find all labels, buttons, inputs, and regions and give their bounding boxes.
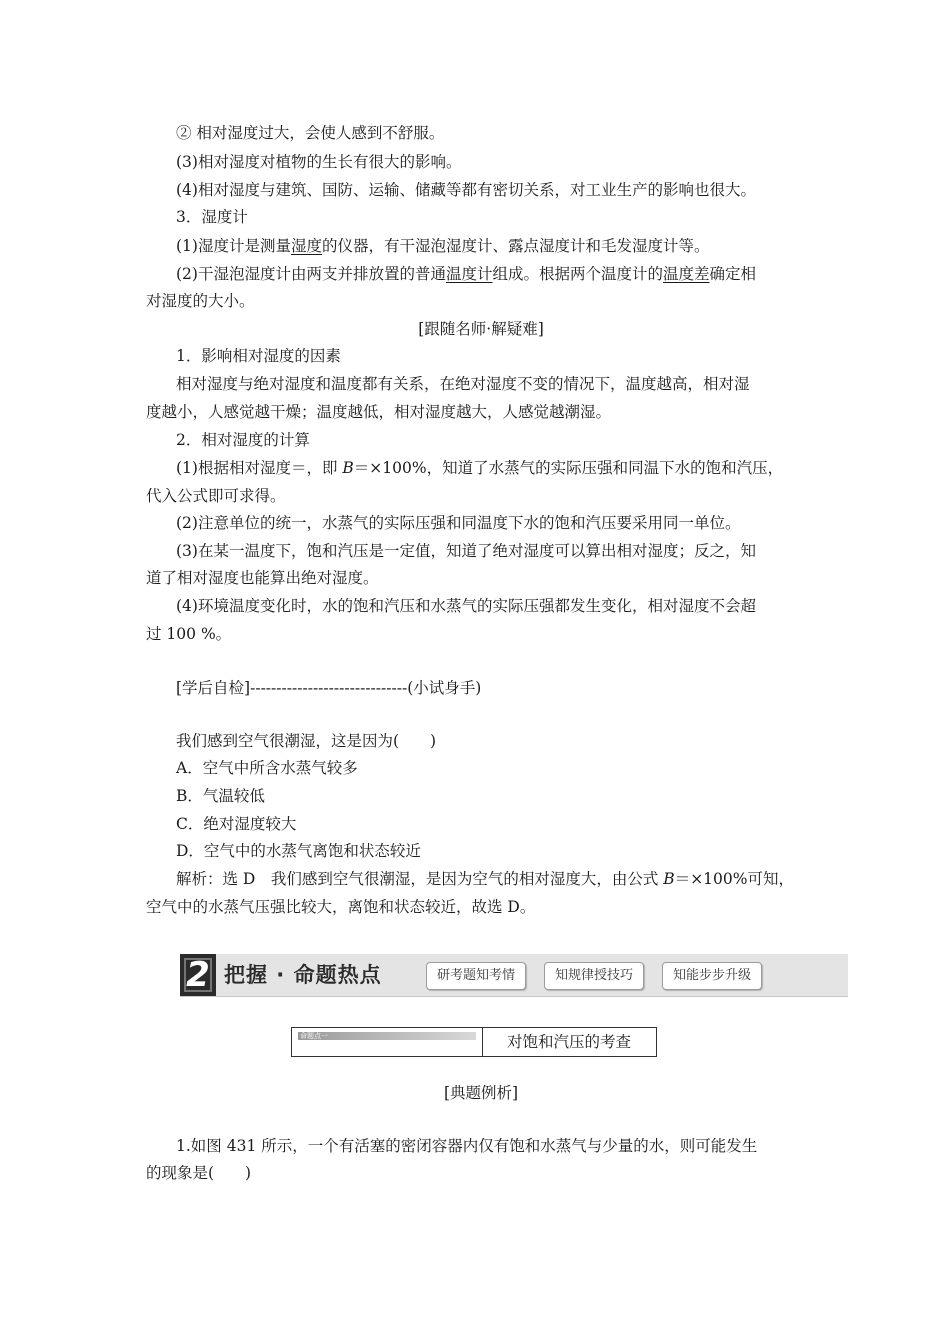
explanation-text: 空气中的水蒸气压强比较大，离饱和状态较近，故选 D。 xyxy=(146,898,536,916)
question-stem: 我们感到空气很潮湿，这是因为( ) xyxy=(176,732,437,750)
answer-option: D．空气中的水蒸气离饱和状态较近 xyxy=(176,842,421,860)
section-number-badge: 2 xyxy=(180,954,216,996)
question-stem: 的现象是( ) xyxy=(146,1164,252,1182)
text-line: (1)根据相对湿度＝，即 B＝×100%，知道了水蒸气的实际压强和同温下水的饱和汽压， xyxy=(176,459,784,477)
text-line: ② 相对湿度过大，会使人感到不舒服。 xyxy=(176,124,445,142)
underlined-term: 温度差 xyxy=(663,265,710,283)
text-line: (3)在某一温度下，饱和汽压是一定值，知道了绝对湿度可以算出相对湿度；反之，知 xyxy=(176,542,756,560)
topic-title: 对饱和汽压的考查 xyxy=(506,1033,631,1051)
banner-button-kaoqing: 研考题知考情 xyxy=(426,962,526,990)
answer-option: B．气温较低 xyxy=(176,787,265,805)
topic-box xyxy=(291,1027,657,1057)
text-line: 道了相对湿度也能算出绝对湿度。 xyxy=(146,569,379,587)
subsection-heading: [跟随名师·解疑难] xyxy=(418,320,544,338)
answer-option: A．空气中所含水蒸气较多 xyxy=(176,759,358,777)
text-line: 对湿度的大小。 xyxy=(146,292,255,310)
text-line: 度越小，人感觉越干燥；温度越低，相对湿度越大，人感觉越潮湿。 xyxy=(146,403,612,421)
banner-button-jiqiao: 知规律授技巧 xyxy=(544,962,644,990)
section-heading: 3．湿度计 xyxy=(176,208,248,226)
text-line: (2)注意单位的统一，水蒸气的实际压强和同温度下水的饱和汽压要采用同一单位。 xyxy=(176,514,741,532)
banner-button-shengji: 知能步步升级 xyxy=(662,962,762,990)
text-line: (3)相对湿度对植物的生长有很大的影响。 xyxy=(176,153,462,171)
text-line: (2)干湿泡湿度计由两支并排放置的普通温度计组成。根据两个温度计的温度差确定相 xyxy=(176,265,757,283)
subsection-heading: [典题例析] xyxy=(443,1084,519,1102)
text-line: 代入公式即可求得。 xyxy=(146,487,286,505)
text-line: 过 100 %。 xyxy=(146,625,232,643)
section-heading: 2．相对湿度的计算 xyxy=(176,431,310,449)
text-line: (4)相对湿度与建筑、国防、运输、储藏等都有密切关系，对工业生产的影响也很大。 xyxy=(176,181,756,199)
underlined-term: 湿度 xyxy=(290,237,322,255)
topic-tag-label: 命题点一 xyxy=(300,1032,328,1040)
banner-title: 把握 · 命题热点 xyxy=(224,963,382,987)
subsection-heading: [学后自检]------------------------------(小试身手) xyxy=(176,679,482,697)
topic-tag xyxy=(292,1028,483,1056)
text-line: (4)环境温度变化时，水的饱和汽压和水蒸气的实际压强都发生变化，相对湿度不会超 xyxy=(176,597,756,615)
text-line: (1)湿度计是测量湿度的仪器，有干湿泡湿度计、露点湿度计和毛发湿度计等。 xyxy=(176,237,710,255)
answer-option: C．绝对湿度较大 xyxy=(176,815,297,833)
section-banner xyxy=(180,954,848,997)
section-heading: 1．影响相对湿度的因素 xyxy=(176,347,341,365)
explanation-text: 解析：选 D 我们感到空气很潮湿，是因为空气的相对湿度大，由公式 B＝×100%可知， xyxy=(176,870,794,888)
text-line: 相对湿度与绝对湿度和温度都有关系，在绝对湿度不变的情况下，温度越高，相对湿 xyxy=(176,375,750,393)
question-stem: 1.如图 431 所示，一个有活塞的密闭容器内仅有饱和水蒸气与少量的水，则可能发生 xyxy=(176,1137,758,1155)
underlined-term: 温度计 xyxy=(445,265,493,283)
